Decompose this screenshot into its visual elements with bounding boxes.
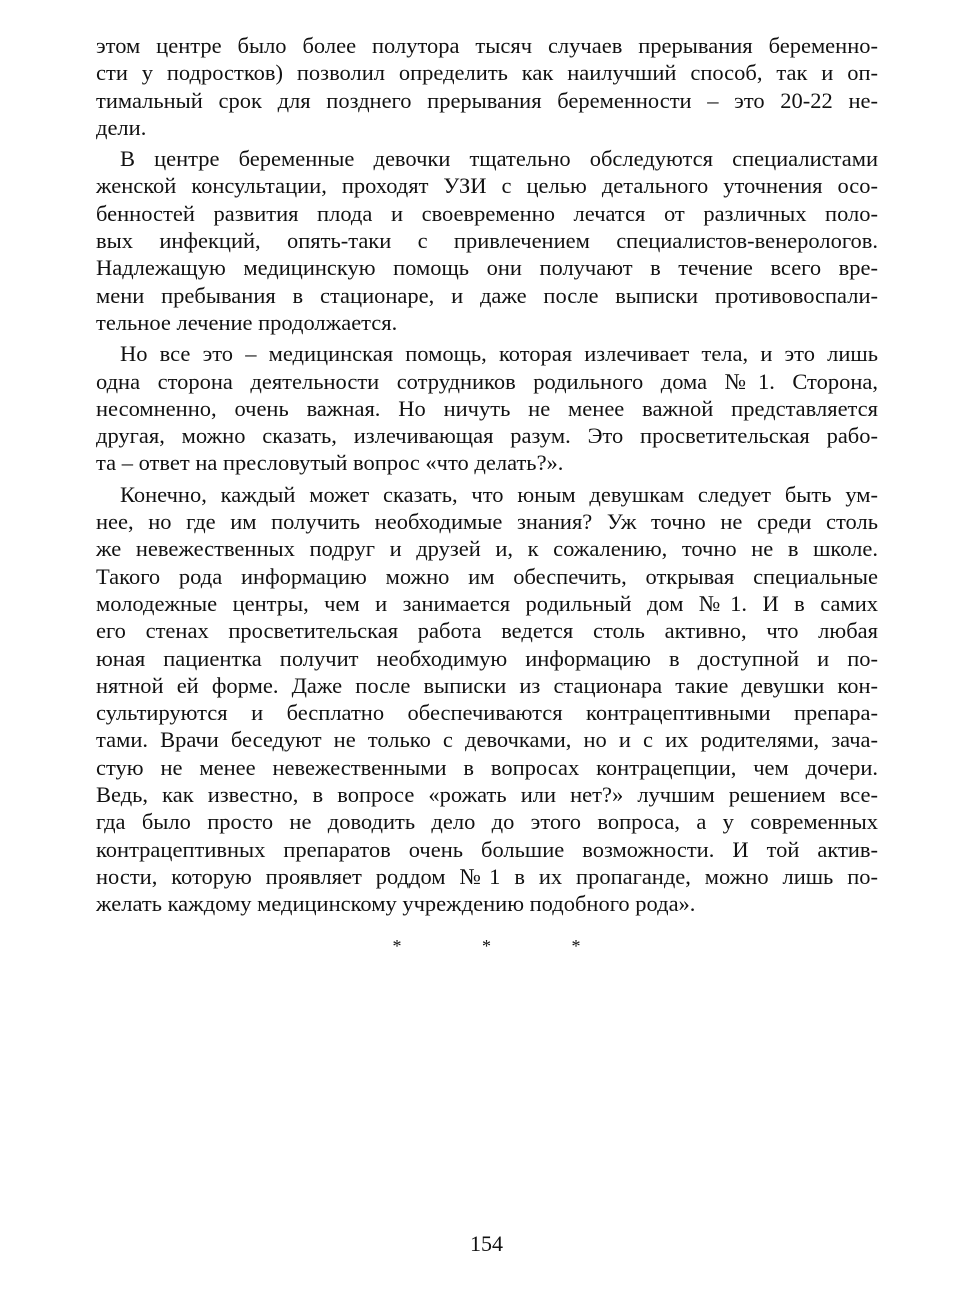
- text-line: юная пациентка получит необходимую информацию в доступной и по-: [96, 645, 878, 671]
- paragraph-4: [96, 481, 878, 918]
- text-line: тами. Врачи беседуют не только с девочками, но и с их родителями, зача-: [96, 727, 878, 753]
- text-line: Конечно, каждый может сказать, что юным девушкам следует быть ум-: [120, 481, 878, 507]
- text-line: же невежественных подруг и друзей и, к сожалению, точно не в школе.: [96, 536, 878, 562]
- text-line: нятной ей форме. Даже после выписки из стационара такие девушки кон-: [96, 672, 878, 698]
- text-line: сультируются и бесплатно обеспечиваются контрацептивными препара-: [96, 700, 878, 726]
- text-line: тимальный срок для позднего прерывания беременности – это 20-22 не-: [96, 87, 878, 113]
- text-line: этом центре было более полутора тысяч случаев прерывания беременно-: [96, 33, 878, 58]
- text-line: гда было просто не доводить дело до этого вопроса, а у современных: [96, 809, 878, 835]
- text-line: Но все это – медицинская помощь, которая излечивает тела, и это лишь: [120, 341, 878, 367]
- text-line: ности, которую проявляет роддом №1 в их пропаганде, можно лишь по-: [96, 863, 878, 889]
- page-body: [96, 32, 878, 922]
- text-line: дели.: [96, 114, 147, 140]
- section-separator: * * *: [392, 936, 619, 956]
- paragraph-2: [96, 145, 878, 336]
- paragraph-1: [96, 32, 878, 141]
- text-line: его стенах просветительская работа ведется столь активно, что любая: [96, 618, 878, 644]
- page-number: 154: [470, 1231, 503, 1256]
- text-line: мени пребывания в стационаре, и даже после выписки противовоспали-: [96, 282, 878, 308]
- text-line: та – ответ на пресловутый вопрос «что делать?».: [96, 450, 564, 476]
- paragraph-3: [96, 340, 878, 476]
- text-line: сти у подростков) позволил определить как наилучший способ, так и оп-: [96, 60, 878, 86]
- text-line: Такого рода информацию можно им обеспечить, открывая специальные: [96, 563, 878, 589]
- text-line: женской консультации, проходят УЗИ с целью детального уточнения осо-: [96, 173, 878, 199]
- text-line: несомненно, очень важная. Но ничуть не менее важной представляется: [96, 395, 878, 421]
- text-line: Ведь, как известно, в вопросе «рожать или нет?» лучшим решением все-: [96, 782, 878, 808]
- text-line: тельное лечение продолжается.: [96, 309, 398, 335]
- text-line: молодежные центры, чем и занимается родильный дом №1. И в самих: [96, 590, 878, 616]
- text-line: бенностей развития плода и своевременно лечатся от различных поло-: [96, 200, 878, 226]
- text-line: нее, но где им получить необходимые знания? Уж точно не среди столь: [96, 509, 878, 535]
- text-line: контрацептивных препаратов очень большие возможности. И той актив-: [96, 836, 878, 862]
- text-line: Надлежащую медицинскую помощь они получают в течение всего вре-: [96, 255, 878, 281]
- text-line: другая, можно сказать, излечивающая разум. Это просветительская рабо-: [96, 423, 878, 449]
- text-line: одна сторона деятельности сотрудников родильного дома №1. Сторона,: [96, 368, 878, 394]
- text-line: стую не менее невежественными в вопросах контрацепции, чем дочери.: [96, 754, 878, 780]
- text-line: желать каждому медицинскому учреждению подобного рода».: [96, 891, 696, 917]
- text-line: вых инфекций, опять-таки с привлечением специалистов-венерологов.: [96, 228, 878, 254]
- text-line: В центре беременные девочки тщательно обследуются специалистами: [120, 146, 878, 172]
